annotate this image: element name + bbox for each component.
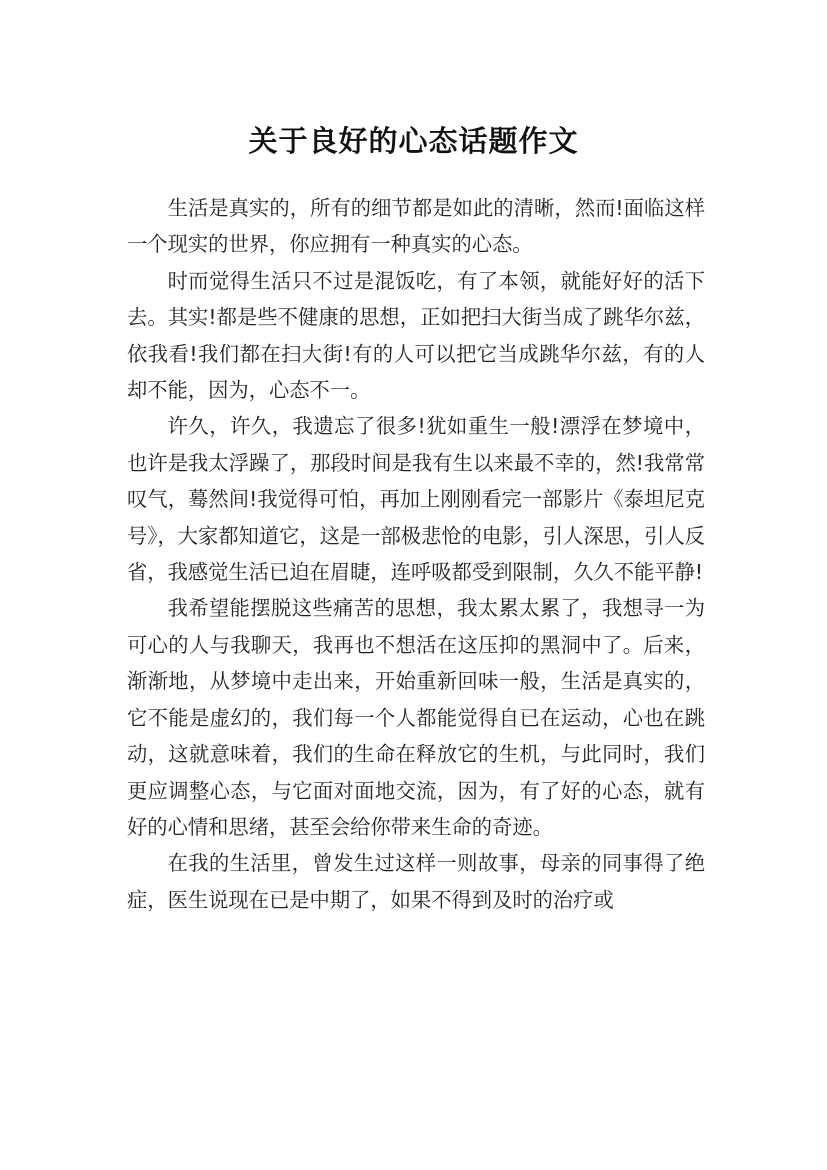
paragraph-3: 许久，许久，我遗忘了很多!犹如重生一般!漂浮在梦境中，也许是我太浮躁了，那段时间是我有生以来最不幸的，然!我常常叹气，蓦然间!我觉得可怕，再加上刚刚看完一部影片《泰坦尼克号》，大家都知道它，这是一部极悲怆的电影，引人深思，引人反省，我感觉生活已迫在眉睫，连呼吸都受到限制，久久不能平静! <box>127 414 706 585</box>
paragraph-4: 我希望能摆脱这些痛苦的思想，我太累太累了，我想寻一为可心的人与我聊天，我再也不想活在这压抑的黑洞中了。后来，渐渐地，从梦境中走出来，开始重新回味一般，生活是真实的，它不能是虚幻的，我们每一个人都能觉得自已在运动，心也在跳动，这就意味着，我们的生命在释放它的生机，与此同时，我们更应调整心态，与它面对面地交流，因为，有了好的心态，就有好的心情和思绪，甚至会给你带来生命的奇迹。 <box>127 596 705 839</box>
paragraph-2: 时而觉得生活只不过是混饭吃，有了本领，就能好好的活下去。其实!都是些不健康的思想，正如把扫大街当成了跳华尔兹，依我看!我们都在扫大街!有的人可以把它当成跳华尔兹，有的人却不能，因为，心态不一。 <box>127 268 705 403</box>
document-body <box>127 190 705 918</box>
paragraph-1: 生活是真实的，所有的细节都是如此的清晰，然而!面临这样一个现实的世界，你应拥有一种真实的心态。 <box>127 196 705 257</box>
paragraph-5: 在我的生活里，曾发生过这样一则故事，母亲的同事得了绝症，医生说现在已是中期了，如果不得到及时的治疗或 <box>127 851 705 912</box>
document-title: 关于良好的心态话题作文 <box>248 124 579 159</box>
